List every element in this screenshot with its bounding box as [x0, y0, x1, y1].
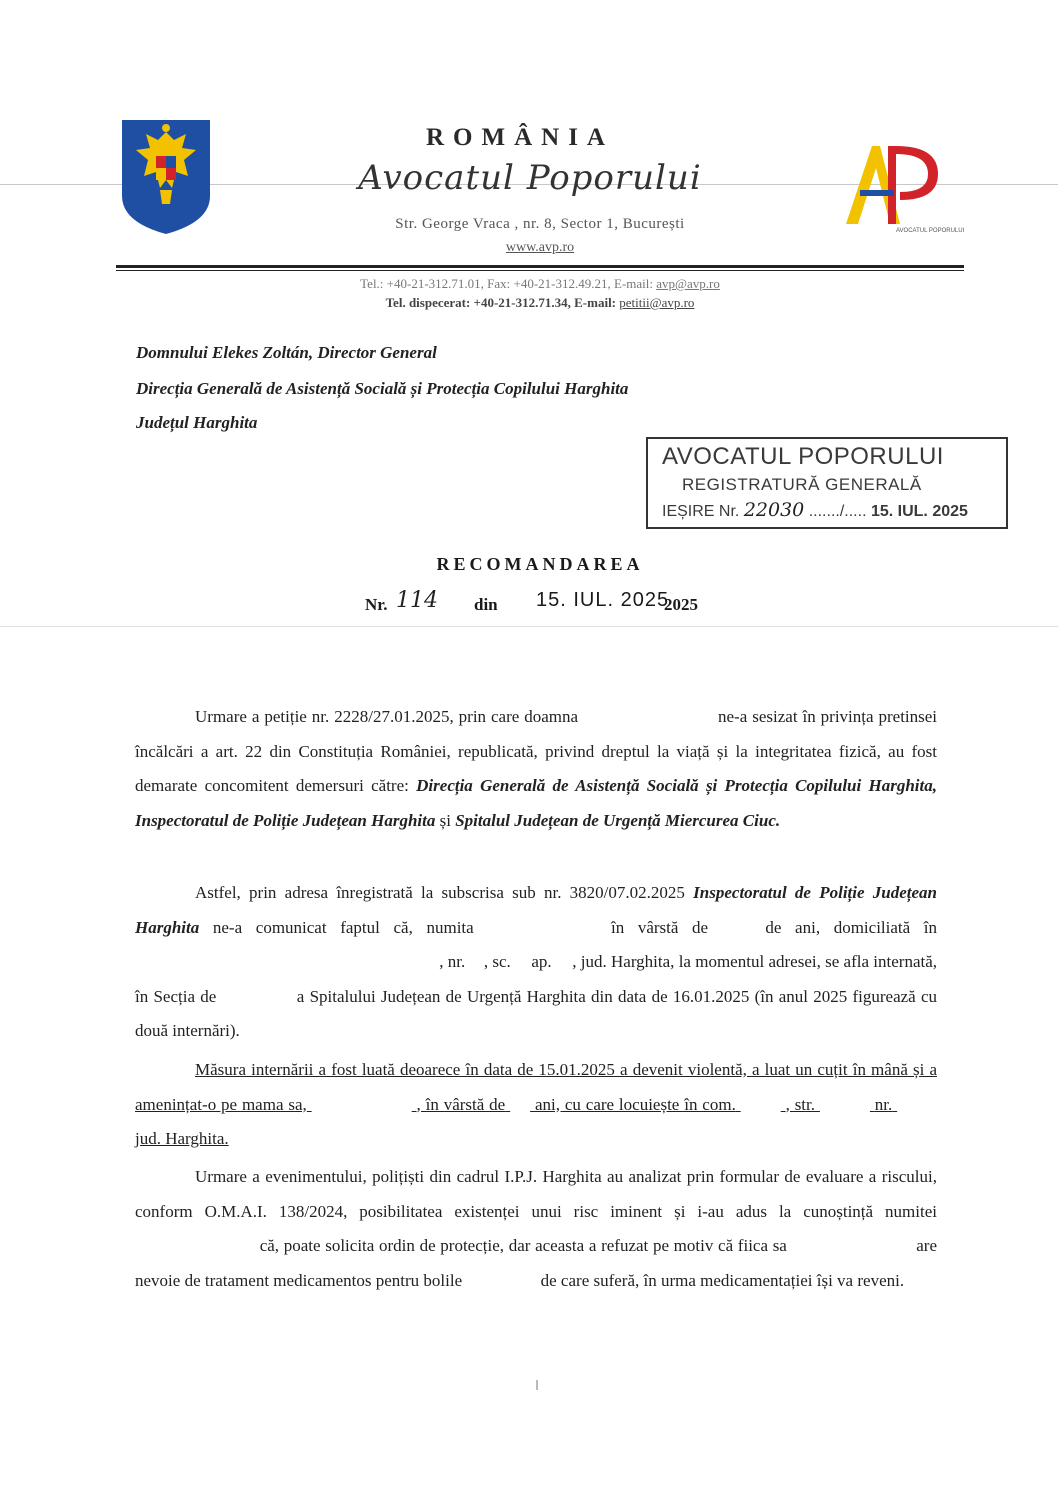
- paragraph-2: [135, 876, 937, 1049]
- p2-text-3: , jud. Harghita, la momentul adresei, se afla internată, în Secția de: [135, 952, 938, 1006]
- din-label: din: [474, 595, 498, 614]
- header-website-link[interactable]: www.avp.ro: [505, 240, 575, 255]
- header-country: ROMÂNIA: [426, 124, 614, 151]
- scan-artifact-line: [0, 626, 1058, 627]
- p4-text-2: că, poate solicita ordin de protecție, dar aceasta a refuzat pe motiv că fiica sa: [259, 1236, 787, 1256]
- contact-phones: Tel.: +40-21-312.71.01, Fax: +40-21-312.49.21, E-mail:: [360, 276, 653, 291]
- p3-nr: nr.: [874, 1094, 893, 1114]
- stamp-exit-date: 15. IUL. 2025: [870, 503, 968, 520]
- stamp-subtitle: REGISTRATURĂ GENERALĂ: [682, 475, 922, 494]
- paragraph-1: [135, 700, 937, 838]
- p2-age-label: în vârstă de: [610, 917, 709, 937]
- p3-county: jud. Harghita.: [135, 1129, 229, 1149]
- p1-text-2: ne-a sesizat în privința pretinsei încălcări a art. 22 din Constituția României, republicată, privind dreptul la viață și la integritatea fizică, au fost demarate concomitent demersuri către:: [135, 707, 938, 796]
- p4-text-4: de care suferă, în urma medicamentației își va reveni.: [540, 1270, 905, 1290]
- paragraph-3: [135, 1053, 937, 1157]
- p4-text-3: are nevoie de tratament medicamentos pentru bolile: [135, 1236, 937, 1290]
- document-title: RECOMANDAREA: [436, 554, 644, 574]
- p2-text-4: a Spitalului Județean de Urgență Harghita din data de 16.01.2025 (în anul 2025 figurează cu două internări).: [135, 986, 938, 1041]
- p2-text: Astfel, prin adresa înregistrată la subscrisa sub nr. 3820/07.02.2025: [195, 883, 685, 902]
- p2-sc: , sc.: [483, 952, 511, 972]
- date-stamp: 15. IUL. 2025: [536, 589, 670, 611]
- p2-ap: ap.: [531, 952, 552, 972]
- header-address: Str. George Vraca , nr. 8, Sector 1, București: [395, 216, 685, 232]
- stamp-title: AVOCATUL POPORULUI: [662, 443, 944, 470]
- romania-coat-of-arms-icon: [120, 118, 212, 236]
- nr-value: 114: [396, 588, 438, 613]
- contact-line: [270, 276, 810, 292]
- stamp-exit-label: IEȘIRE Nr.: [662, 503, 740, 520]
- p1-institutions: Direcția Generală de Asistență Socială și Protecția Copilului Harghita, Inspectoratul de Poliție Județean Harghita: [135, 776, 937, 830]
- header-rule: [116, 265, 964, 268]
- p3-age-label: , în vârstă de: [416, 1094, 506, 1114]
- addressee-county: Județul Harghita: [136, 413, 258, 432]
- document-year: 2025: [664, 595, 698, 614]
- addressee-name: Domnului Elekes Zoltán, Director General: [136, 343, 437, 362]
- header-rule-thin: [116, 270, 964, 271]
- registry-stamp: [646, 437, 1008, 529]
- dispatch-phone: Tel. dispecerat: +40-21-312.71.34, E-mail:: [385, 295, 617, 310]
- p2-nr: , nr.: [439, 952, 466, 972]
- nr-label: Nr.: [365, 595, 388, 614]
- contact-email-link[interactable]: avp@avp.ro: [656, 276, 720, 291]
- avocatul-poporului-logo-icon: [838, 138, 965, 238]
- dispatch-email-link[interactable]: petitii@avp.ro: [619, 295, 695, 310]
- stamp-exit-number: 22030: [743, 499, 805, 521]
- p3-text: Măsura internării a fost luată deoarece în data de 15.01.2025 a devenit violentă, a luat un cuțit în mână și a amenințat-o pe mama sa,: [135, 1060, 937, 1114]
- p1-conjunction: și: [439, 810, 451, 830]
- stamp-exit-line: IEȘIRE Nr. 22030 ......./..... 15. IUL. 2025: [662, 499, 968, 521]
- p1-text: Urmare a petiție nr. 2228/27.01.2025, prin care doamna: [195, 707, 579, 726]
- logo-caption: AVOCATUL POPORULUI: [896, 228, 965, 234]
- p2-institution: Inspectoratul de Poliție Județean Harghita: [135, 883, 938, 937]
- p1-hospital: Spitalul Județean de Urgență Miercurea Ciuc.: [455, 810, 781, 830]
- p3-street: , str.: [785, 1094, 816, 1114]
- dispatch-line: [270, 295, 810, 311]
- paragraph-4: [135, 1160, 937, 1298]
- p2-domicile: de ani, domiciliată în: [765, 917, 938, 937]
- scan-artifact-mark: [536, 1380, 538, 1390]
- p4-text: Urmare a evenimentului, polițiști din cadrul I.P.J. Harghita au analizat prin formular de evaluare a riscului, conform O.M.A.I. 138/2024, posibilitatea existenței unui risc iminent și i-au adus la cunoștință numitei: [135, 1167, 937, 1221]
- p3-text-2: ani, cu care locuiește în com.: [534, 1094, 736, 1114]
- header-institution: Avocatul Poporului: [358, 158, 702, 198]
- addressee-institution: Direcția Generală de Asistență Socială și Protecția Copilului Harghita: [136, 379, 629, 398]
- p2-text-2: ne-a comunicat faptul că, numita: [212, 917, 474, 937]
